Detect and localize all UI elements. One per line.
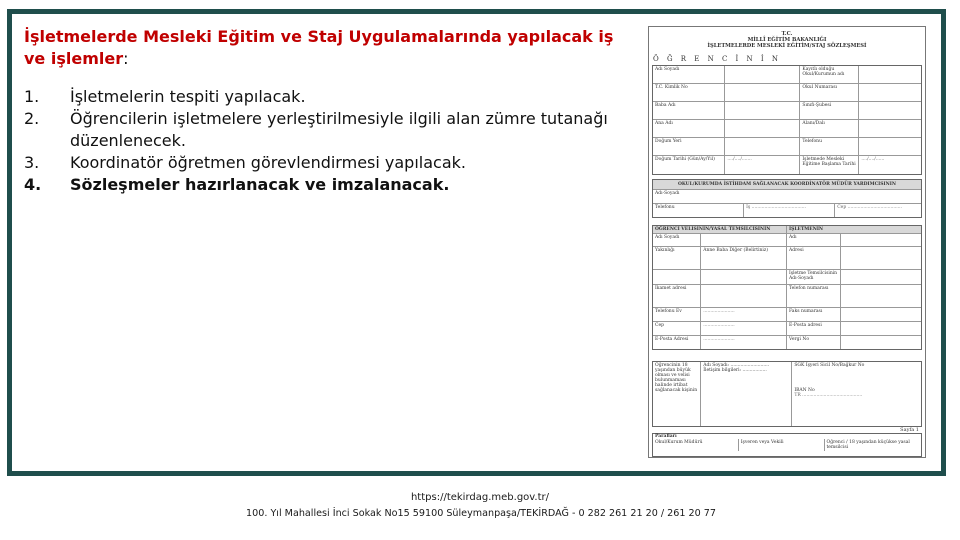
student-section-label: Ö Ğ R E N C İ N İ N <box>653 55 781 63</box>
list-item: 1. İşletmelerin tespiti yapılacak. <box>24 87 306 106</box>
parent-business-table: ÖĞRENCİ VELİSİNİN/YASAL TEMSİLCİSİNİN İŞLETMENİN Adı Soyadı Adı Yakınlığı Anne Baba Diğer (Belirtiniz) Adresi İşletme Temsilcisinin Adı-Soyadı İkamet adresi Telefon numarası Telefonu Ev ...................... Faks numarası Cep ...................... E-Posta adresi E-Posta Adresi ...................... Vergi No <box>652 225 922 350</box>
footer-url[interactable]: https://tekirdag.meb.gov.tr/ <box>410 492 550 503</box>
contact-person-table: Öğrencinin 18 yaşından büyük olması ve velisi bulunmaması halinde irtibat sağlanacak kişinin Adı Soyadı: ........................... İletişim bilgileri: ................. SGK İşyeri Sicil No/Bağkur No IBAN No TR .......................................... <box>652 361 922 427</box>
form-header: T.C. MİLLÎ EĞİTİM BAKANLIĞI İŞLETMELERDE MESLEKİ EĞİTİM/STAJ SÖZLEŞMESİ <box>707 31 867 49</box>
list-item: 4. Sözleşmeler hazırlanacak ve imzalanacak. <box>24 175 450 194</box>
signature-table: Parafları Okul/Kurum Müdürü İşveren veya Vekili Öğrenci / 18 yaşından küçükse yasal temsilcisi <box>652 433 922 457</box>
steps-list <box>24 86 634 196</box>
footer-address: 100. Yıl Mahallesi İnci Sokak No15 59100 Süleymanpaşa/TEKİRDAĞ - 0 282 261 21 20 / 261 20 77 <box>246 508 716 519</box>
page-number: Sayfa 1 <box>900 427 919 433</box>
heading-text: İşletmelerde Mesleki Eğitim ve Staj Uygulamalarında yapılacak iş ve işlemler <box>24 27 614 68</box>
list-item: 2. Öğrencilerin işletmelere yerleştirilmesiyle ilgili alan zümre tutanağı düzenlenecek. <box>24 109 608 150</box>
contract-form-image <box>648 26 926 458</box>
slide-heading <box>24 26 634 70</box>
student-table: Adı Soyadı Kayıtlı olduğu Okul/Kurumun adı T.C. Kimlik No Okul Numarası Baba Adı Sınıfı-Şubesi Ana Adı Alanı/Dalı Doğum Yeri Telefonu Doğum Tarihi (Gün/Ay/Yıl) ..../..../....... İşletmede Mesleki Eğitime Başlama Tarihi ..../..../...... <box>652 65 922 175</box>
coordinator-table: OKUL/KURUMDA İSTİHDAM SAĞLANACAK KOORDİNATÖR MÜDÜR YARDIMCISININ Adı-Soyadı Telefonu İş ...................................... Cep ...................................... <box>652 179 922 218</box>
heading-suffix: : <box>123 49 129 68</box>
list-item: 3. Koordinatör öğretmen görevlendirmesi yapılacak. <box>24 153 466 172</box>
